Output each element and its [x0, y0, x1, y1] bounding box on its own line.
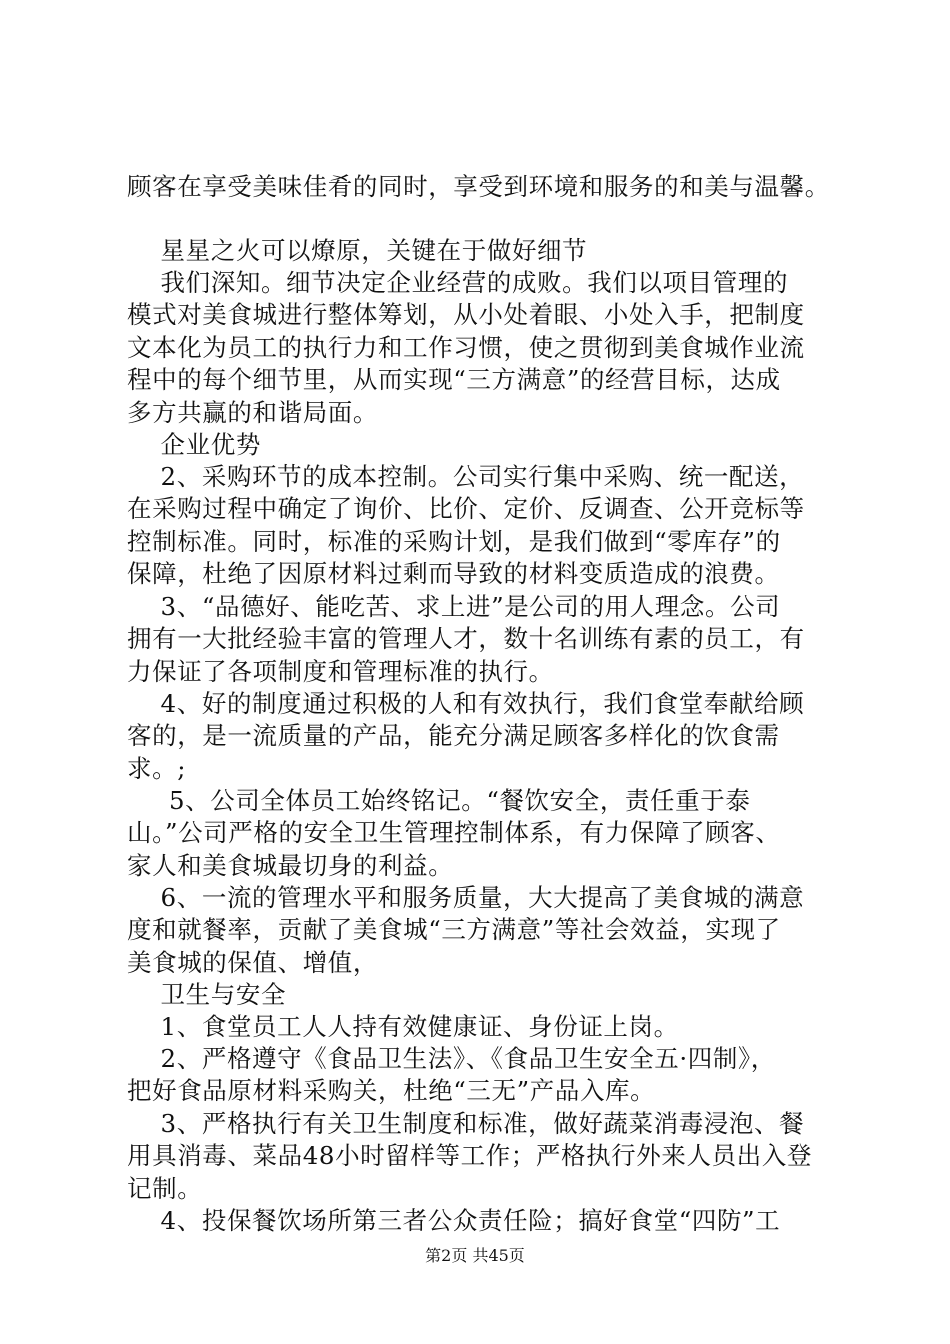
- text-line: 多方共赢的和谐局面。: [127, 397, 378, 427]
- text-line: 家人和美食城最切身的利益。: [127, 850, 454, 880]
- text-line: 3、“品德好、能吃苦、求上进”是公司的用人理念。公司: [127, 592, 781, 621]
- text-line: 求。;: [127, 753, 187, 783]
- text-line: 4、投保餐饮场所第三者公众责任险；搞好食堂“四防”工: [127, 1206, 781, 1235]
- text-line: 用具消毒、菜品48小时留样等工作；严格执行外来人员出入登: [127, 1141, 812, 1171]
- paragraph-details: [127, 267, 833, 429]
- text-line: 程中的每个细节里，从而实现“三方满意”的经营目标，达成: [127, 365, 781, 395]
- text-line: 企业优势: [127, 430, 261, 459]
- text-line: 卫生与安全: [127, 980, 287, 1009]
- text-line: 5、公司全体员工始终铭记。“餐饮安全，责任重于泰: [127, 786, 751, 815]
- paragraph-item-4: [127, 688, 833, 785]
- paragraph-hygiene-2: [127, 1043, 833, 1108]
- text-line: 度和就餐率，贡献了美食城“三方满意”等社会效益，实现了: [127, 915, 781, 945]
- page-number-footer: 第2页 共45页: [425, 1246, 525, 1265]
- text-line: 4、好的制度通过积极的人和有效执行，我们食堂奉献给顾: [127, 689, 805, 718]
- section-heading-details: [127, 235, 833, 267]
- paragraph-item-5: [127, 785, 833, 882]
- section-heading-hygiene: [127, 979, 833, 1011]
- text-line: 2、采购环节的成本控制。公司实行集中采购、统一配送，: [127, 462, 805, 491]
- paragraph-hygiene-3: [127, 1108, 833, 1205]
- text-line: 客的，是一流质量的产品，能充分满足顾客多样化的饮食需: [127, 721, 780, 751]
- paragraph-hygiene-4: [127, 1205, 833, 1237]
- text-line: 顾客在享受美味佳肴的同时，享受到环境和服务的和美与温馨。: [127, 172, 830, 201]
- text-line: 3、严格执行有关卫生制度和标准，做好蔬菜消毒浸泡、餐: [127, 1109, 805, 1138]
- section-heading-advantages: [127, 429, 833, 461]
- paragraph-intro: [127, 171, 833, 203]
- text-line: 1、食堂员工人人持有效健康证、身份证上岗。: [127, 1012, 679, 1041]
- text-line: 力保证了各项制度和管理标准的执行。: [127, 656, 554, 686]
- text-line: 文本化为员工的执行力和工作习惯，使之贯彻到美食城作业流: [127, 332, 805, 362]
- paragraph-item-2: [127, 461, 833, 591]
- text-line: 6、一流的管理水平和服务质量，大大提高了美食城的满意: [127, 883, 805, 912]
- text-line: 保障，杜绝了因原材料过剩而导致的材料变质造成的浪费。: [127, 559, 780, 589]
- text-line: 在采购过程中确定了询价、比价、定价、反调查、公开竞标等: [127, 494, 805, 524]
- text-line: 模式对美食城进行整体筹划，从小处着眼、小处入手，把制度: [127, 300, 805, 330]
- text-line: 美食城的保值、增值，: [127, 947, 378, 977]
- paragraph-item-3: [127, 591, 833, 688]
- text-line: 山。”公司严格的安全卫生管理控制体系，有力保障了顾客、: [127, 818, 781, 848]
- paragraph-item-6: [127, 882, 833, 979]
- text-line: 2、严格遵守《食品卫生法》、《食品卫生安全五·四制》，: [127, 1044, 776, 1073]
- text-line: 星星之火可以燎原，关键在于做好细节: [127, 236, 588, 265]
- text-line: 把好食品原材料采购关，杜绝“三无”产品入库。: [127, 1076, 656, 1106]
- text-line: 我们深知。细节决定企业经营的成败。我们以项目管理的: [127, 268, 789, 297]
- text-line: 控制标准。同时，标准的采购计划，是我们做到“零库存”的: [127, 526, 781, 556]
- text-line: 拥有一大批经验丰富的管理人才，数十名训练有素的员工，有: [127, 624, 805, 654]
- paragraph-hygiene-1: [127, 1011, 833, 1043]
- text-line: 记制。: [127, 1173, 203, 1203]
